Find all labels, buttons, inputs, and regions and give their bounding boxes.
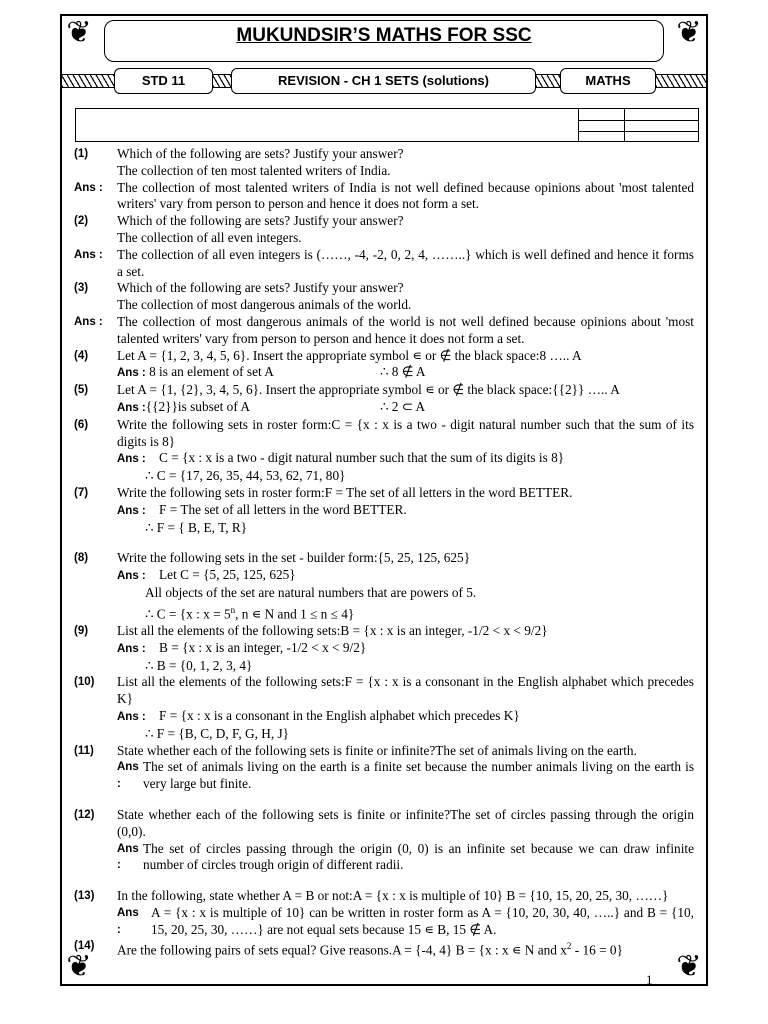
ornament-icon: ❦ (66, 949, 92, 984)
page-title: MUKUNDSIR’S MATHS FOR SSC (104, 20, 664, 62)
hatch-divider (536, 74, 560, 88)
question: (5) Let A = {1, {2}, 3, 4, 5, 6}. Insert the appropriate symbol ∊ or ∉ the black space:{{2}} ….. A Ans :{{2}}is subset of A ∴ 2 ⊂ A (74, 382, 620, 414)
std-label: STD 11 (114, 68, 213, 94)
question: (12) State whether each of the following sets is finite or infinite?The set of circles passing through the origin (0,0). Ans : The set of circles passing through the origin (0, 0) is an infinite set because we can draw infinite number of circles trough origin of different radii. (74, 806, 694, 873)
question: (3) Which of the following are sets? Justify your answer? The collection of most dangerous animals of the world. (74, 280, 412, 313)
question: (2) Which of the following are sets? Justify your answer? The collection of all even integers. (74, 213, 404, 245)
page-number: 1 (646, 972, 653, 987)
answer: Ans : The collection of most dangerous animals of the world is not well defined because opinions about 'most talented writers' vary from person to person and hence it does not form a set. (74, 313, 694, 346)
question: (11) State whether each of the following sets is finite or infinite?The set of animals living on the earth. Ans : The set of animals living on the earth is a finite set because the number animals living on the earth is very large but finite. (74, 742, 694, 792)
answer: Ans : The collection of all even integers is (……, -4, -2, 0, 2, 4, ……..} which is well defined and hence it forms a set. (74, 246, 694, 279)
hatch-divider (62, 74, 114, 88)
question: (7) Write the following sets in roster form:F = The set of all letters in the word BETTER. Ans : F = The set of all letters in the word BETTER. ∴ F = { B, E, T, R} (74, 484, 573, 535)
questions-list (74, 146, 694, 960)
hatch-divider (213, 74, 231, 88)
question: (6) Write the following sets in roster form:C = {x : x is a two - digit natural number such that the sum of its digits is 8} Ans : C = {x : x is a two - digit natural number such that the sum of its digits is 8} ∴ C = {17, 26, 35, 44, 53, 62, 71, 80} (74, 416, 694, 484)
question: (4) Let A = {1, 2, 3, 4, 5, 6}. Insert the appropriate symbol ∊ or ∉ the black space:8 ….. A Ans : 8 is an element of set A ∴ 8 ∉ A (74, 347, 582, 380)
hatch-divider (656, 74, 706, 88)
ornament-icon: ❦ (66, 15, 92, 50)
info-table (75, 108, 699, 142)
question: (13) In the following, state whether A = B or not:A = {x : x is multiple of 10} B = {10, 15, 20, 25, 30, ……} Ans : A = {x : x is multiple of 10} can be written in roster form as A = {10, 20, 30, 40, …..} and B = {10, 15, 20, 25, 30, ……} are not equal sets because 15 ∊ B, 15 ∉ A. (74, 888, 694, 937)
question: (1) Which of the following are sets? Justify your answer? The collection of ten most talented writers of India. (74, 146, 404, 178)
subject-label: MATHS (560, 68, 656, 94)
ornament-icon: ❦ (676, 949, 702, 984)
ornament-icon: ❦ (676, 15, 702, 50)
answer: Ans : The collection of most talented writers of India is not well defined because opinions about 'most talented writers' vary from person to person and hence it does not form a set. (74, 179, 694, 212)
question: (14) Are the following pairs of sets equal? Give reasons.A = {-4, 4} B = {x : x ∊ N and $x^2 - 16 = 0$} (74, 940, 623, 958)
question: (9) List all the elements of the following sets:B = {x : x is an integer, -1/2 < x < 9/2} Ans : B = {x : x is an integer, -1/2 < x < 9/2} ∴ B = {0, 1, 2, 3, 4} (74, 622, 548, 673)
question: (8) Write the following sets in the set - builder form:{5, 25, 125, 625} Ans : Let C = {5, 25, 125, 625} All objects of the set are natural numbers that are powers of 5. ∴ C = {x : $x = 5^n$, n ∊ N and 1 ≤ n ≤ 4} (74, 550, 477, 622)
question: (10) List all the elements of the following sets:F = {x : x is a consonant in the English alphabet which precedes K} Ans : F = {x : x is a consonant in the English alphabet which precedes K} ∴ F = {B, C, D, F, G, H, J} (74, 674, 694, 741)
topic-label: REVISION - CH 1 SETS (solutions) (231, 68, 536, 94)
